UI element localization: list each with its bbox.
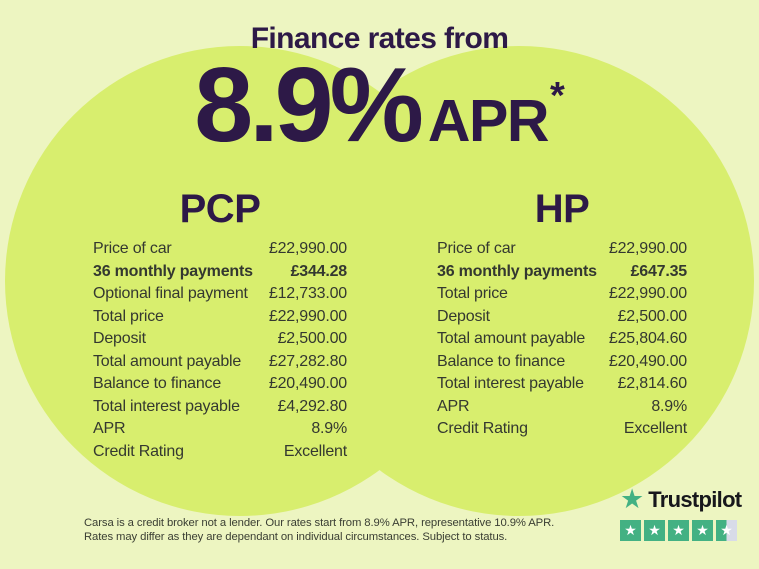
table-row — [93, 418, 347, 441]
row-label: 36 monthly payments — [93, 262, 253, 280]
trustpilot-rating-stars — [620, 520, 741, 541]
table-row — [437, 283, 687, 306]
row-label: APR — [437, 397, 470, 415]
table-row — [437, 261, 687, 284]
disclaimer-line-1: Carsa is a credit broker not a lender. Our rates start from 8.9% APR, representative 10.9% APR. — [84, 517, 555, 529]
table-row — [437, 306, 687, 329]
row-label: Credit Rating — [437, 420, 528, 437]
rating-star-icon: ★ — [668, 520, 689, 541]
row-value: £4,292.80 — [277, 397, 347, 415]
table-row — [437, 328, 687, 351]
row-value: £647.35 — [630, 262, 687, 280]
row-label: Balance to finance — [437, 352, 566, 370]
row-value: £344.28 — [290, 262, 347, 280]
rate-suffix: APR — [427, 88, 548, 154]
table-row — [93, 396, 347, 419]
trustpilot-logo — [620, 486, 741, 514]
rating-star-icon: ★ — [692, 520, 713, 541]
row-value: Excellent — [623, 420, 687, 437]
trustpilot-widget — [620, 486, 741, 541]
row-value: £22,990.00 — [608, 285, 687, 302]
disclaimer-text — [84, 517, 554, 545]
row-label: APR — [93, 420, 126, 437]
rate-asterisk: * — [549, 75, 565, 117]
hp-rows — [437, 238, 687, 441]
row-value: 8.9% — [311, 420, 347, 437]
table-row — [93, 283, 347, 306]
row-label: Total price — [93, 307, 164, 325]
table-row — [93, 306, 347, 329]
row-label: Total price — [437, 285, 508, 302]
row-value: £20,490.00 — [268, 375, 347, 392]
table-row — [93, 351, 347, 374]
row-value: £27,282.80 — [268, 352, 347, 370]
row-label: Credit Rating — [93, 442, 184, 460]
table-row — [93, 261, 347, 284]
row-label: Total amount payable — [437, 330, 586, 347]
row-label: Balance to finance — [93, 375, 222, 392]
row-label: Total amount payable — [93, 352, 242, 370]
table-row — [437, 238, 687, 261]
headline-rate — [0, 46, 759, 164]
row-value: Excellent — [283, 442, 347, 460]
pcp-rows — [93, 238, 347, 463]
pcp-table — [93, 188, 347, 463]
rating-star-icon: ★ — [620, 520, 641, 541]
pcp-title: PCP — [179, 187, 261, 231]
table-row — [93, 373, 347, 396]
hp-table — [437, 188, 687, 441]
row-label: 36 monthly payments — [437, 262, 597, 280]
row-label: Price of car — [437, 240, 516, 257]
trustpilot-star-icon: ★ — [620, 484, 645, 515]
row-value: £22,990.00 — [608, 240, 687, 257]
rate-value: 8.9% — [194, 46, 420, 164]
table-row — [437, 396, 687, 419]
row-value: £25,804.60 — [608, 330, 687, 347]
table-row — [437, 418, 687, 441]
rating-half-star-icon: ★ — [716, 520, 737, 541]
row-value: £2,500.00 — [277, 330, 347, 347]
row-label: Optional final payment — [93, 285, 248, 302]
table-row — [93, 441, 347, 464]
row-value: 8.9% — [651, 397, 687, 415]
rating-star-icon: ★ — [644, 520, 665, 541]
disclaimer-line-2: Rates may differ as they are dependant on individual circumstances. Subject to status. — [84, 530, 508, 543]
row-label: Deposit — [93, 330, 146, 347]
table-row — [93, 238, 347, 261]
row-value: £20,490.00 — [608, 352, 687, 370]
row-value: £2,814.60 — [617, 375, 687, 392]
row-label: Total interest payable — [437, 375, 584, 392]
table-row — [437, 373, 687, 396]
page-title: Finance rates from — [250, 22, 509, 55]
table-row — [437, 351, 687, 374]
hp-title: HP — [534, 187, 590, 231]
row-value: £22,990.00 — [268, 307, 347, 325]
row-value: £12,733.00 — [268, 285, 347, 302]
row-label: Deposit — [437, 307, 490, 325]
row-label: Total interest payable — [93, 397, 240, 415]
row-label: Price of car — [93, 240, 172, 257]
table-row — [93, 328, 347, 351]
trustpilot-wordmark: Trustpilot — [648, 487, 742, 512]
row-value: £2,500.00 — [617, 307, 687, 325]
row-value: £22,990.00 — [268, 240, 347, 257]
